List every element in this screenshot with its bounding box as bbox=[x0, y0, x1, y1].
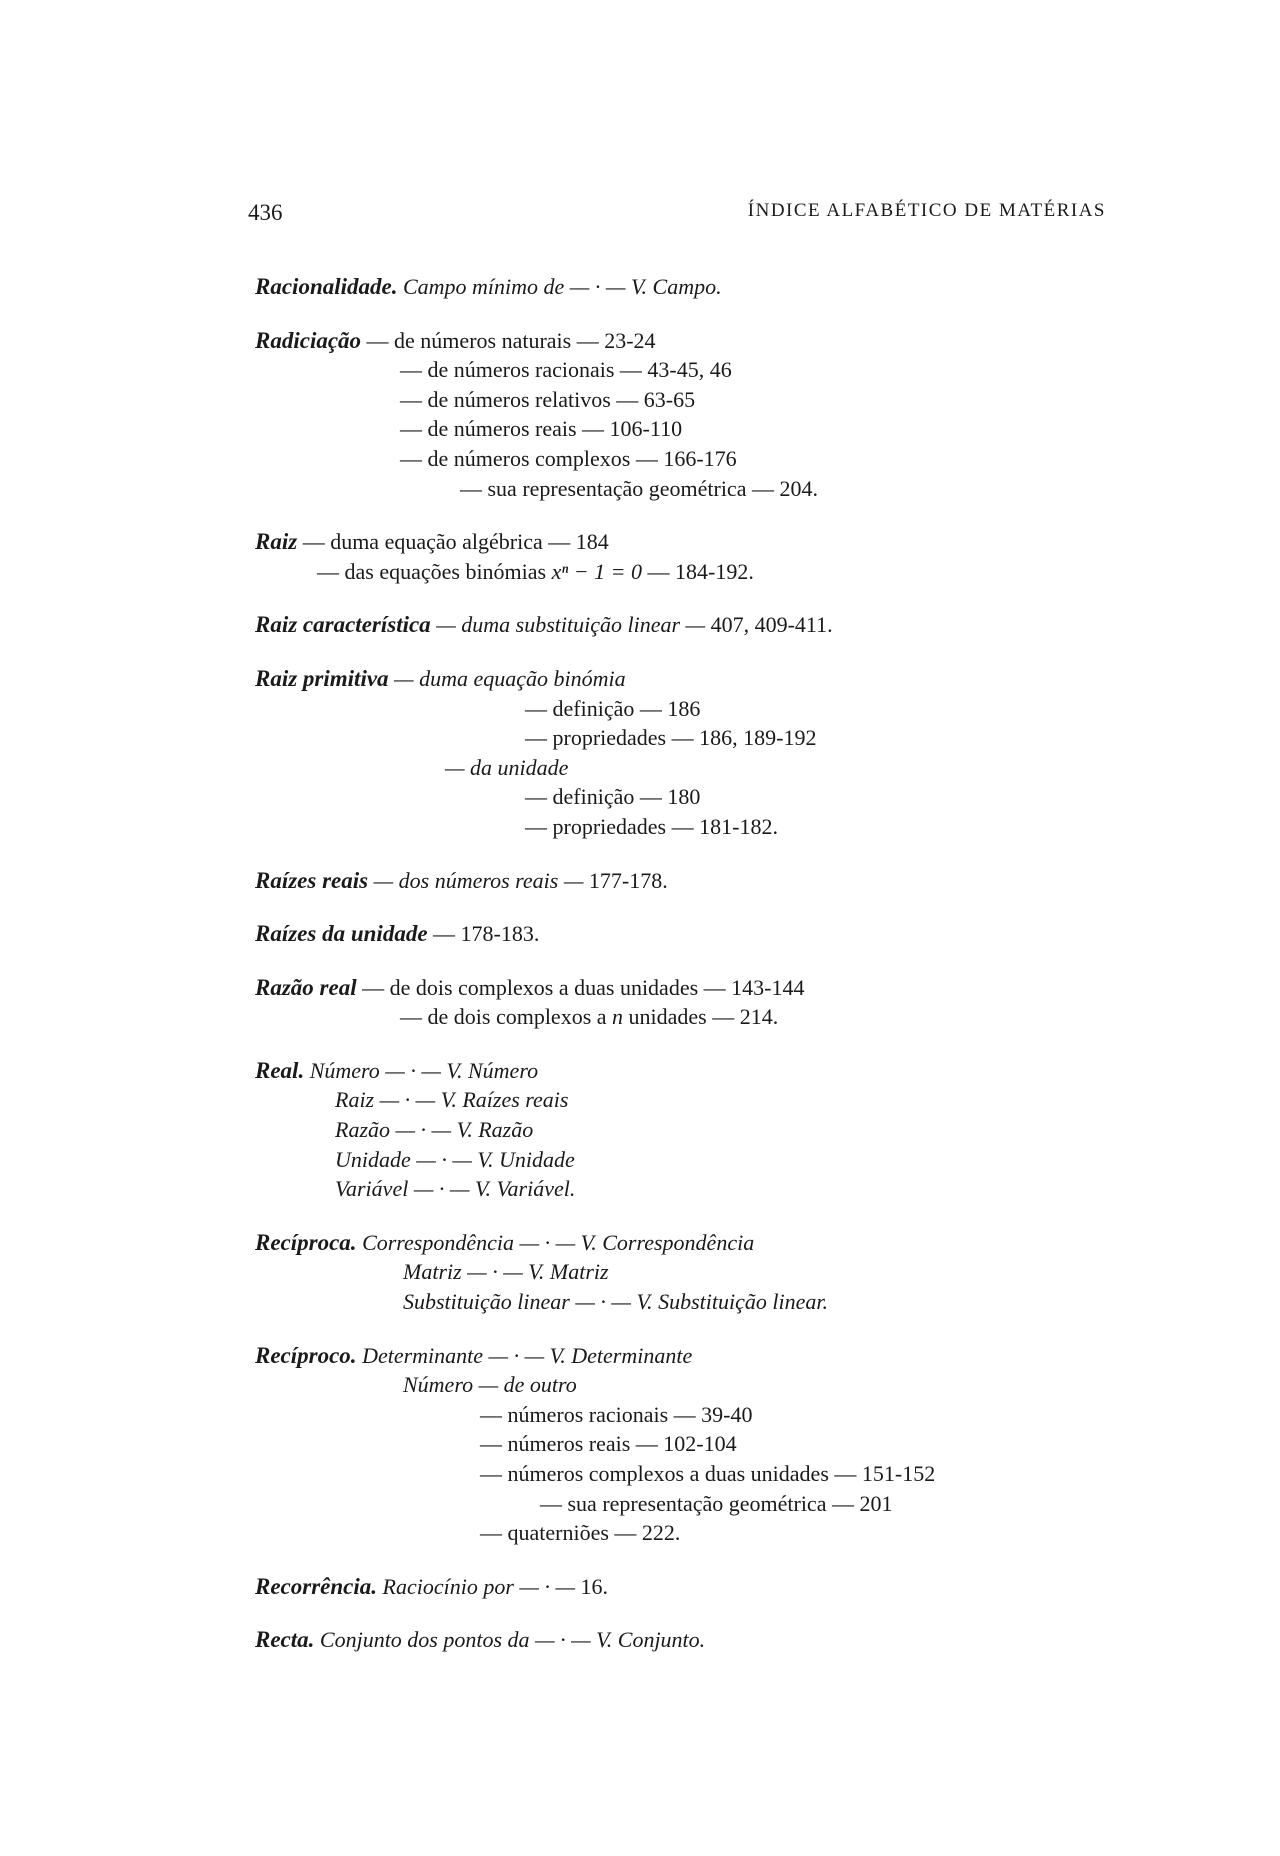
cross-reference: Número bbox=[468, 1057, 539, 1083]
entry-line bbox=[255, 866, 1135, 896]
entry-text: Campo mínimo de — · — bbox=[402, 274, 626, 299]
entry-racionalidade bbox=[255, 272, 1135, 302]
entry-line bbox=[255, 610, 1135, 640]
entry-term: Determinante — · — V. bbox=[362, 1342, 566, 1368]
entry-heading: Raiz primitiva bbox=[255, 665, 389, 691]
entry-term: Matriz — · — V. bbox=[403, 1259, 545, 1285]
entry-line bbox=[255, 1056, 1135, 1086]
sub-sub-entry: — quaterniões — 222. bbox=[480, 1520, 681, 1546]
entry-raiz-caracteristica bbox=[255, 610, 1135, 640]
entry-heading: Racionalidade. bbox=[255, 274, 398, 299]
page-header bbox=[248, 200, 1106, 230]
entry-term: Correspondência — · — V. bbox=[362, 1229, 597, 1255]
entry-line bbox=[255, 527, 1135, 557]
page-ref: 177-178. bbox=[588, 867, 668, 893]
sub-entry: — propriedades — 186, 189-192 bbox=[525, 725, 817, 751]
entry-line bbox=[255, 1341, 1135, 1371]
entry-heading: Radiciação bbox=[255, 327, 362, 353]
sub-entry: Número — de outro bbox=[403, 1372, 577, 1398]
entry-recorrencia bbox=[255, 1572, 1135, 1602]
sub-entry bbox=[255, 1174, 1135, 1204]
entry-raizes-unidade bbox=[255, 919, 1135, 949]
entry-raizes-reais bbox=[255, 866, 1135, 896]
sub-entry bbox=[255, 557, 1135, 587]
cross-reference: Matriz bbox=[549, 1259, 609, 1285]
cross-reference: V. Conjunto. bbox=[596, 1627, 706, 1653]
sub-entry: — de números racionais — 43-45, 46 bbox=[400, 357, 732, 383]
cross-reference: Razão bbox=[478, 1117, 534, 1143]
cross-reference: Substituição linear. bbox=[658, 1289, 828, 1315]
entry-heading: Raízes reais bbox=[255, 867, 369, 893]
entry-raiz-primitiva bbox=[255, 664, 1135, 842]
sub-entry: — de números relativos — 63-65 bbox=[400, 386, 696, 412]
entry-recta bbox=[255, 1625, 1135, 1655]
sub-entry: — da unidade bbox=[445, 754, 569, 780]
page-ref: 16. bbox=[580, 1573, 609, 1599]
sub-sub-entry: — sua representação geométrica — 204. bbox=[460, 475, 818, 501]
sub-sub-sub-entry: — sua representação geométrica — 201 bbox=[540, 1490, 893, 1516]
sub-entry bbox=[255, 1115, 1135, 1145]
cross-reference: V. Campo. bbox=[630, 274, 722, 299]
entry-text: unidades — 214. bbox=[628, 1004, 779, 1030]
entry-heading: Raiz característica bbox=[255, 612, 431, 638]
entry-line bbox=[255, 919, 1135, 949]
sub-entry bbox=[255, 1002, 1135, 1032]
equation: xⁿ − 1 = 0 bbox=[551, 558, 642, 584]
entry-heading: Recíproco. bbox=[255, 1342, 357, 1368]
entry-text: — duma substituição linear — bbox=[436, 612, 706, 638]
entry-line bbox=[255, 664, 1135, 694]
entry-text: — duma equação algébrica — 184 bbox=[302, 529, 609, 555]
entry-text: — dos números reais — bbox=[373, 867, 584, 893]
entry-text: — de dois complexos a duas unidades — 143-144 bbox=[362, 974, 805, 1000]
entry-line bbox=[255, 1625, 1135, 1655]
entry-radiciacao bbox=[255, 326, 1135, 504]
cross-reference: Variável. bbox=[496, 1176, 576, 1202]
running-title: ÍNDICE ALFABÉTICO DE MATÉRIAS bbox=[747, 200, 1106, 221]
cross-reference: Correspondência bbox=[602, 1229, 755, 1255]
entry-heading: Raízes da unidade bbox=[255, 921, 428, 947]
sub-entry: — de números reais — 106-110 bbox=[400, 416, 683, 442]
entry-raiz bbox=[255, 527, 1135, 586]
cross-reference: Raízes reais bbox=[462, 1087, 569, 1113]
entry-real bbox=[255, 1056, 1135, 1204]
entry-heading: Recorrência. bbox=[255, 1573, 378, 1599]
entry-line bbox=[255, 973, 1135, 1003]
sub-entry bbox=[255, 1145, 1135, 1175]
entry-term: Razão — · — V. bbox=[335, 1117, 473, 1143]
sub-entry bbox=[255, 1257, 1135, 1287]
sub-entry: — de números complexos — 166-176 bbox=[400, 445, 737, 471]
entry-term: Substituição linear — · — V. bbox=[403, 1289, 653, 1315]
sub-sub-entry: — números complexos a duas unidades — 151-152 bbox=[480, 1461, 936, 1486]
entry-text: — duma equação binómia bbox=[394, 665, 626, 691]
entry-heading: Real. bbox=[255, 1057, 305, 1083]
entry-heading: Razão real bbox=[255, 974, 357, 1000]
sub-entry bbox=[255, 1287, 1135, 1317]
entry-line bbox=[255, 272, 1135, 302]
index-body bbox=[255, 272, 1135, 1679]
cross-reference: Determinante bbox=[571, 1342, 693, 1368]
entry-line bbox=[255, 326, 1135, 356]
entry-line bbox=[255, 1228, 1135, 1258]
page-ref: 407, 409-411. bbox=[710, 612, 833, 638]
entry-term: Número — · — V. bbox=[309, 1057, 463, 1083]
entry-heading: Raiz bbox=[255, 529, 298, 555]
entry-reciproca bbox=[255, 1228, 1135, 1317]
entry-text bbox=[310, 1058, 538, 1083]
entry-term: Variável — · — V. bbox=[335, 1176, 492, 1202]
page-ref: — 184-192. bbox=[647, 558, 754, 584]
entry-text: Conjunto dos pontos da — · — bbox=[319, 1627, 591, 1653]
entry-razao-real bbox=[255, 973, 1135, 1032]
entry-text bbox=[362, 1230, 754, 1255]
sub-entry: — definição — 180 bbox=[525, 784, 701, 810]
sub-entry bbox=[255, 1085, 1135, 1115]
entry-text: — de números naturais — 23-24 bbox=[366, 327, 656, 353]
sub-sub-entry: — números reais — 102-104 bbox=[480, 1431, 737, 1457]
entry-term: Raiz — · — V. bbox=[335, 1087, 457, 1113]
entry-text: — de dois complexos a bbox=[400, 1004, 607, 1030]
cross-reference: Unidade bbox=[499, 1146, 575, 1172]
entry-text bbox=[362, 1343, 692, 1368]
entry-line bbox=[255, 1572, 1135, 1602]
entry-text: Raciocínio por — · — bbox=[382, 1573, 576, 1599]
sub-sub-entry: — números racionais — 39-40 bbox=[480, 1401, 753, 1427]
entry-reciproco bbox=[255, 1341, 1135, 1548]
page-ref: — 178-183. bbox=[433, 921, 540, 947]
entry-heading: Recíproca. bbox=[255, 1229, 357, 1255]
sub-entry: — definição — 186 bbox=[525, 695, 701, 721]
sub-entry: — propriedades — 181-182. bbox=[525, 813, 778, 839]
entry-text: — das equações binómias bbox=[317, 558, 547, 584]
entry-term: Unidade — · — V. bbox=[335, 1146, 494, 1172]
variable: n bbox=[612, 1004, 624, 1030]
entry-heading: Recta. bbox=[255, 1627, 315, 1653]
page-number: 436 bbox=[248, 200, 283, 225]
